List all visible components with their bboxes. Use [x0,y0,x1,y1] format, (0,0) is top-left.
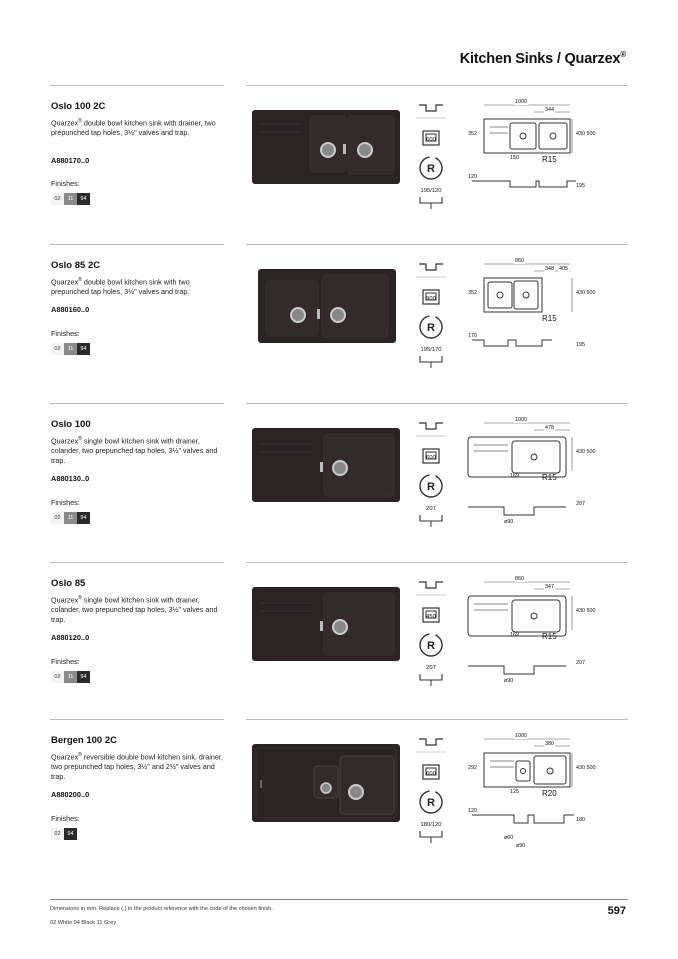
product-name: Oslo 85 [51,578,86,589]
dimension-diagram [464,97,576,227]
page-number: 597 [607,905,626,917]
dim-side-right: 180 [576,817,585,823]
sink-image [252,110,400,184]
reversible-icon [416,312,446,342]
page-header [460,50,626,67]
row-divider-right [246,562,628,563]
feature-icons [416,733,446,828]
dim-depth-left: 352 [468,131,477,137]
product-name: Oslo 85 2C [51,260,101,271]
dim-side-left: 120 [468,174,477,180]
finishes-label: Finishes: [51,498,80,507]
svg-text:R: R [427,640,435,652]
dim-side-right: 207 [576,501,585,507]
reversible-icon [416,471,446,501]
description-text: single bowl kitchen sink with drainer, colander, two prepunched tap holes, 3½" valves and trap. [51,595,218,625]
tap-hole-icon [416,733,446,753]
dim-width: 1000 [515,417,527,423]
dimension-diagram [464,574,576,704]
description-text: double bowl kitchen sink with two prepunched tap holes, 3½" valves and trap. [51,277,190,297]
registered-mark: ® [78,436,82,442]
row-divider-left [50,403,224,404]
finish-swatch-94[interactable]: 94 [77,193,90,205]
drain-icon [416,354,446,370]
product-description [51,750,229,782]
finish-legend: 02 White 94 Black 11 Grey [50,920,117,926]
tap-hole-icon [416,576,446,596]
dim-depth-right: 430 500 [576,765,596,771]
dim-diameter-2: ø90 [516,843,526,849]
finish-swatch-11[interactable]: 11 [64,343,77,355]
description-text: reversible double bowl kitchen sink, drainer, two prepunched tap holes, 3½" and 2½" valves and trap. [51,752,223,782]
dim-bowl: 348 [545,266,554,272]
finish-swatch-94[interactable]: 94 [64,828,77,840]
dim-depth-left: 352 [468,290,477,296]
finish-swatch-11[interactable]: 11 [64,512,77,524]
feature-icons [416,99,446,194]
dim-bowl: 347 [545,584,554,590]
dim-width: 1000 [515,733,527,739]
finish-swatches [51,343,90,355]
technical-drawing [464,415,596,550]
finish-swatch-02[interactable]: 02 [51,343,64,355]
finishes-label: Finishes: [51,329,80,338]
drain-size: 195/170 [420,347,442,353]
product-description [51,434,229,466]
dim-side-right: 195 [576,183,585,189]
finish-swatches [51,828,77,840]
reversible-icon [416,153,446,183]
dim-bottom: 125 [510,789,519,795]
feature-icons [416,576,446,671]
dim-bowl: 344 [545,107,554,113]
product-row [50,562,628,717]
product-code: A880170..0 [51,156,90,165]
drain-size: 195/120 [420,188,442,194]
product-description [51,275,229,297]
row-divider-left [50,244,224,245]
brand-name: Quarzex [51,752,79,762]
finish-swatches [51,512,90,524]
dimension-diagram [464,256,576,386]
description-text: double bowl kitchen sink with drainer, two prepunched tap holes, 3½" valves and trap. [51,118,216,138]
dim-bowl-2: 405 [559,266,568,272]
product-code: A880120..0 [51,633,90,642]
product-name: Oslo 100 [51,419,91,430]
dim-depth-right: 430 500 [576,290,596,296]
sink-image [252,587,400,661]
dim-depth-left: 292 [468,765,477,771]
svg-text:R: R [427,797,435,809]
drain-size: 180/120 [420,822,442,828]
finish-swatch-94[interactable]: 94 [77,671,90,683]
page-title: Kitchen Sinks / Quarzex [459,50,621,67]
drain-icon [416,513,446,529]
dim-depth-right: 430 500 [576,131,596,137]
feature-icons [416,417,446,512]
technical-drawing [464,574,596,709]
brand-name: Quarzex [51,595,79,605]
dimension-diagram [464,731,576,861]
dim-bowl: 380 [545,741,554,747]
row-divider-right [246,85,628,86]
row-divider-left [50,562,224,563]
dim-side-right: 207 [576,660,585,666]
dim-side-left: 120 [468,808,477,814]
cabinet-size: 600 [426,455,436,461]
sink-image [258,269,396,343]
registered-mark: ® [78,118,82,124]
svg-text:R: R [427,163,435,175]
drain-icon [416,195,446,211]
dim-width: 860 [515,576,524,582]
product-name: Bergen 100 2C [51,735,118,746]
brand-name: Quarzex [51,436,79,446]
finish-swatch-02[interactable]: 02 [51,512,64,524]
product-row [50,719,628,874]
tap-hole-icon [416,99,446,119]
dim-radius: R15 [542,632,557,641]
cabinet-size: 600 [426,137,436,143]
row-divider-left [50,719,224,720]
cabinet-size: 900 [426,296,436,302]
description-text: single bowl kitchen sink with drainer, colander, two prepunched tap holes, 3½" valves and trap. [51,436,218,466]
dim-diameter: ø60 [504,835,514,841]
finish-swatch-02[interactable]: 02 [51,828,64,840]
finish-swatch-11[interactable]: 11 [64,193,77,205]
registered-mark: ® [78,277,82,283]
finish-swatch-02[interactable]: 02 [51,671,64,683]
dim-radius: R15 [542,314,557,323]
product-code: A880200..0 [51,790,90,799]
cabinet-size: 600 [426,771,436,777]
drain-size: 207 [426,665,436,671]
row-divider-right [246,719,628,720]
dim-side-left: 170 [468,333,477,339]
dim-diameter: ø90 [504,678,514,684]
dim-width: 1000 [515,99,527,105]
dim-bottom: 150 [510,155,519,161]
drain-size: 207 [426,506,436,512]
dim-side-right: 195 [576,342,585,348]
product-description [51,116,229,138]
dim-bowl: 478 [545,425,554,431]
drain-icon [416,672,446,688]
technical-drawing [464,731,596,866]
finishes-label: Finishes: [51,814,80,823]
dim-bottom: 169 [510,632,519,638]
dim-radius: R15 [542,473,557,482]
product-name: Oslo 100 2C [51,101,106,112]
product-row [50,244,628,399]
dim-depth-right: 430 500 [576,608,596,614]
dim-width: 860 [515,258,524,264]
registered-mark: ® [78,595,82,601]
finishes-label: Finishes: [51,179,80,188]
finish-swatch-11[interactable]: 11 [64,671,77,683]
finish-swatches [51,671,90,683]
registered-mark: ® [620,50,626,59]
finish-swatches [51,193,90,205]
product-code: A880160..0 [51,305,90,314]
finish-swatch-94[interactable]: 94 [77,512,90,524]
tap-hole-icon [416,258,446,278]
row-divider-right [246,403,628,404]
footer-divider [50,899,628,900]
sink-image [252,744,400,822]
feature-icons [416,258,446,353]
row-divider-right [246,244,628,245]
product-code: A880130..0 [51,474,90,483]
technical-drawing [464,256,596,391]
drain-icon [416,829,446,845]
dim-bottom: 169 [510,473,519,479]
svg-text:R: R [427,481,435,493]
finish-swatch-94[interactable]: 94 [77,343,90,355]
svg-text:R: R [427,322,435,334]
product-row [50,403,628,558]
dim-depth-right: 430 500 [576,449,596,455]
finish-swatch-02[interactable]: 02 [51,193,64,205]
dim-diameter: ø90 [504,519,514,525]
row-divider-left [50,85,224,86]
sink-image [252,428,400,502]
reversible-icon [416,630,446,660]
technical-drawing [464,97,596,232]
brand-name: Quarzex [51,118,79,128]
registered-mark: ® [78,752,82,758]
tap-hole-icon [416,417,446,437]
footer-note: Dimensions in mm. Replace (.) in the product reference with the code of the chosen finish. [50,906,273,912]
product-row [50,85,628,240]
product-description [51,593,229,625]
reversible-icon [416,787,446,817]
brand-name: Quarzex [51,277,79,287]
dimension-diagram [464,415,576,545]
cabinet-size: 450 [426,614,436,620]
finishes-label: Finishes: [51,657,80,666]
dim-radius: R15 [542,155,557,164]
dim-radius: R20 [542,789,557,798]
